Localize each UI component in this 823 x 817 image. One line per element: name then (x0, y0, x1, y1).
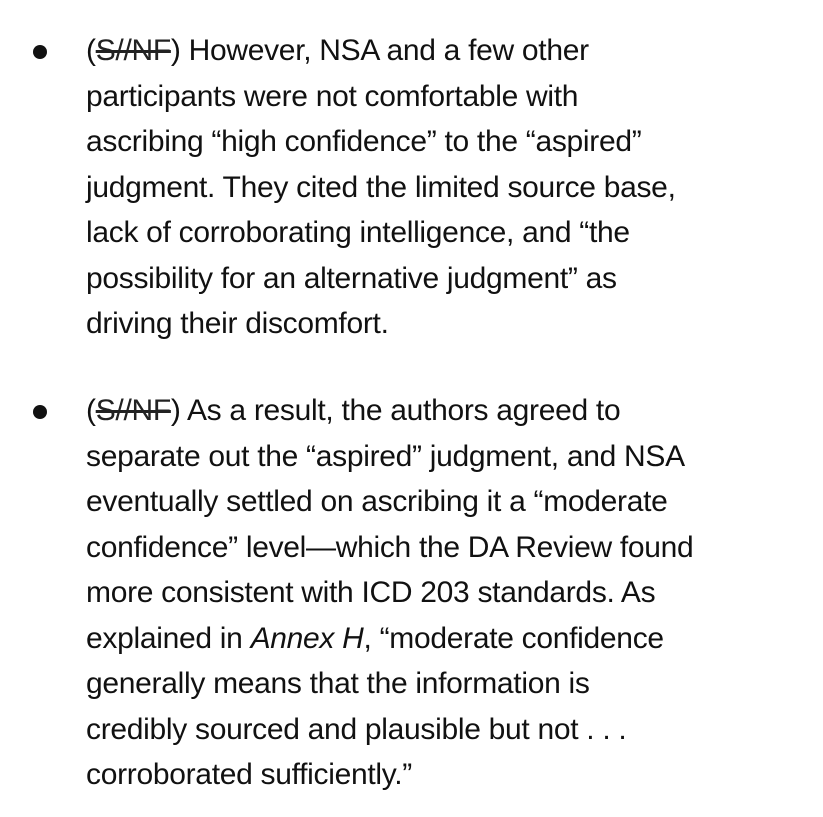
line-text: As a result, the authors agreed to (180, 394, 621, 427)
text-line (86, 28, 806, 74)
paren-close: ) (170, 394, 181, 427)
text-line: eventually settled on ascribing it a “moderate (86, 485, 668, 518)
paren-close: ) (170, 34, 181, 67)
paren-open: ( (86, 34, 96, 67)
annex-reference: Annex H (250, 621, 364, 655)
struck-marking: S//NF (95, 34, 171, 67)
text-line: confidence” level—which the DA Review found (86, 530, 694, 564)
text-line: participants were not comfortable with (86, 79, 579, 113)
text-line: more consistent with ICD 203 standards. As (86, 576, 656, 609)
text-line: generally means that the information is (86, 667, 590, 700)
struck-marking: S//NF (95, 394, 171, 427)
paragraph-text (86, 388, 806, 798)
text-line: lack of corroborating intelligence, and “the (86, 216, 630, 249)
line-text: explained in (86, 621, 251, 655)
text-line (86, 388, 806, 434)
text-line: separate out the “aspired” judgment, and NSA (86, 439, 685, 473)
classification-marking (86, 394, 181, 427)
bullet-icon (33, 45, 47, 59)
text-line: ascribing “high confidence” to the “aspired” (86, 125, 642, 158)
line-text: , “moderate confidence (363, 621, 664, 655)
line-text: However, NSA and a few other (180, 34, 589, 67)
text-line: corroborated sufficiently.” (86, 758, 412, 791)
paragraph-text (86, 28, 806, 347)
text-line: driving their discomfort. (86, 307, 389, 340)
text-line: credibly sourced and plausible but not . . . (86, 712, 627, 746)
text-line: possibility for an alternative judgment” as (86, 261, 617, 295)
text-line: judgment. They cited the limited source base, (86, 170, 676, 204)
classification-marking (86, 34, 181, 67)
bullet-icon (33, 405, 47, 419)
text-line (86, 616, 806, 662)
paren-open: ( (86, 394, 96, 427)
